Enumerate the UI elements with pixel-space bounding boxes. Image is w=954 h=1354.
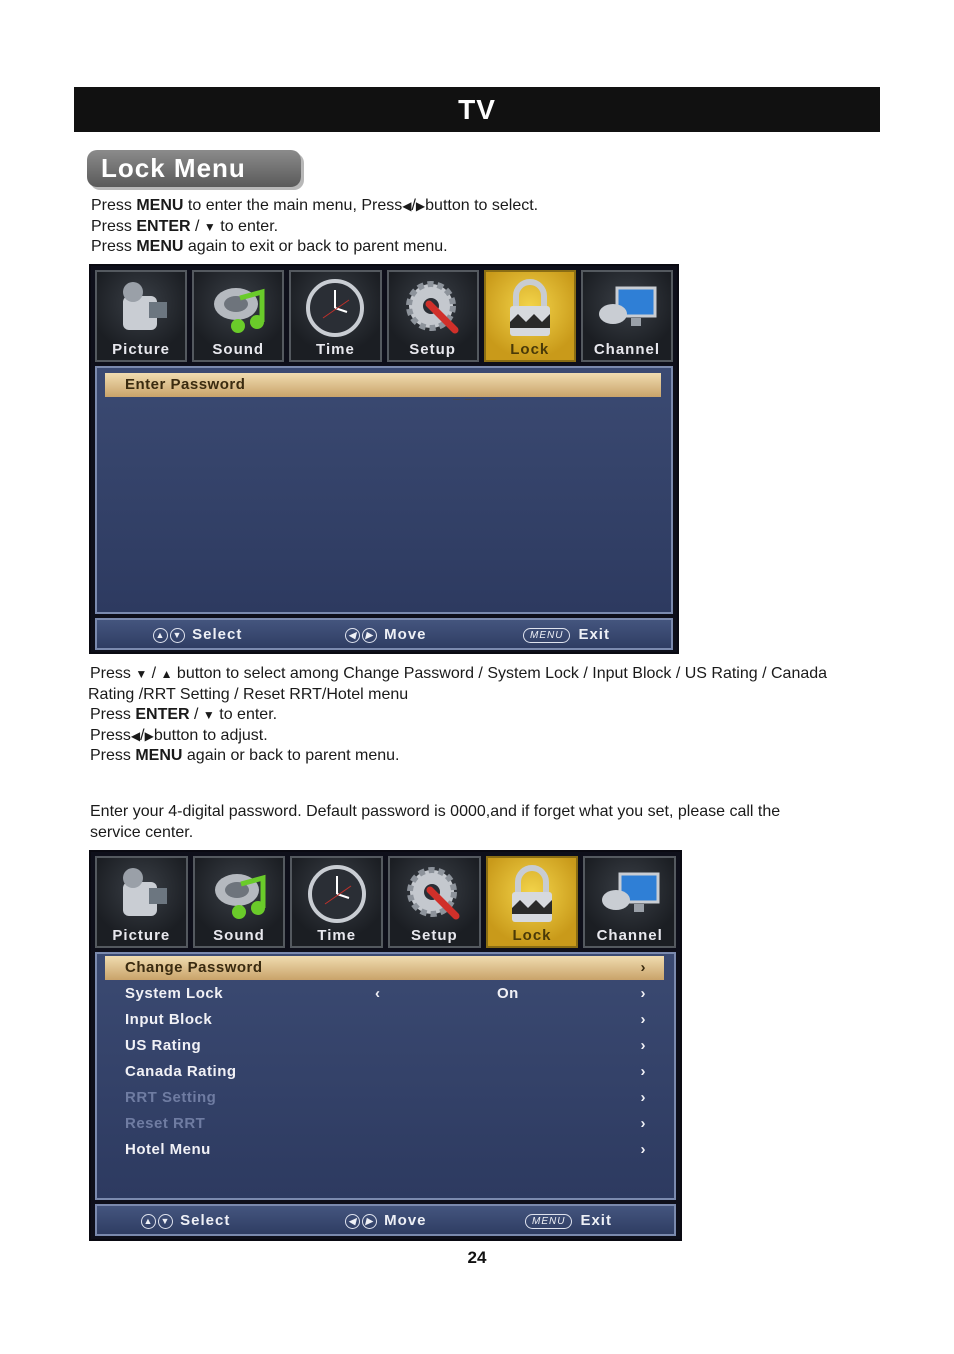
enter-password-row[interactable]: Enter Password _ _ _ _ xyxy=(105,373,661,397)
down-icon: ▼ xyxy=(170,628,185,643)
padlock-icon xyxy=(500,864,564,926)
tv-footer-2: ▲ ▼ Select ◀ ▶ Move MENU Exit xyxy=(95,1204,676,1236)
chevron-right-icon: › xyxy=(640,1011,646,1028)
tile-picture[interactable]: Picture xyxy=(95,270,187,362)
camcorder-icon xyxy=(109,864,173,926)
lock-row-hotel-menu[interactable]: Hotel Menu › xyxy=(105,1138,664,1162)
tile-setup[interactable]: Setup xyxy=(388,856,481,948)
password-panel xyxy=(95,366,673,614)
lock-row-rrt-setting: RRT Setting › xyxy=(105,1086,664,1110)
music-note-icon xyxy=(207,864,271,926)
lock-row-canada-rating[interactable]: Canada Rating › xyxy=(105,1060,664,1084)
lock-options-panel xyxy=(95,952,676,1200)
page-number: 24 xyxy=(467,1248,487,1267)
down-arrow-icon: ▼ xyxy=(202,708,215,722)
page-header: TV xyxy=(74,87,880,132)
down-arrow-icon: ▼ xyxy=(135,667,148,681)
satellite-monitor-icon xyxy=(595,278,659,340)
left-arrow-icon: ◀ xyxy=(402,199,412,213)
padlock-icon xyxy=(498,278,562,340)
tile-lock[interactable]: Lock xyxy=(486,856,579,948)
right-arrow-icon: ▶ xyxy=(144,728,154,743)
right-icon: ▶ xyxy=(362,628,377,643)
down-arrow-icon: ▼ xyxy=(203,219,216,234)
left-icon: ◀ xyxy=(345,1214,360,1229)
satellite-monitor-icon xyxy=(598,864,662,926)
up-icon: ▲ xyxy=(153,628,168,643)
left-arrow-icon: ◀ xyxy=(130,728,141,743)
lock-row-reset-rrt: Reset RRT › xyxy=(105,1112,664,1136)
down-icon: ▼ xyxy=(158,1214,173,1229)
chevron-right-icon: › xyxy=(640,959,646,976)
chevron-right-icon[interactable]: › xyxy=(640,985,646,1002)
menu-key-icon: MENU xyxy=(525,1214,572,1229)
tile-time[interactable]: Time xyxy=(289,270,381,362)
tile-channel[interactable]: Channel xyxy=(581,270,673,362)
lock-row-us-rating[interactable]: US Rating › xyxy=(105,1034,664,1058)
right-icon: ▶ xyxy=(362,1214,377,1229)
tile-picture[interactable]: Picture xyxy=(95,856,188,948)
music-note-icon xyxy=(206,278,270,340)
intro-instructions: Press MENU to enter the main menu, Press◀/▶button to select. Press ENTER / ▼ to enter. Press MENU again to exit or back to parent menu. xyxy=(91,197,539,255)
chevron-right-icon: › xyxy=(640,1141,646,1158)
right-arrow-icon: ▶ xyxy=(415,199,426,213)
navigation-instructions: Press ▼ / ▲ button to select among Change Password / System Lock / Input Block / US Rating / Canada Rating /RRT Setting / Reset RRT/Hotel menu Press ENTER / ▼ to enter. Press◀/▶button to adjust. Press MENU again or back to parent menu. xyxy=(88,665,828,764)
section-title: Lock Menu xyxy=(87,150,301,187)
gear-wrench-icon xyxy=(402,864,466,926)
tv-screen-enter-password xyxy=(89,264,679,654)
lock-row-change-password[interactable]: Change Password › xyxy=(105,956,664,980)
tile-lock[interactable]: Lock xyxy=(484,270,576,362)
tile-sound[interactable]: Sound xyxy=(193,856,286,948)
menu-key-icon: MENU xyxy=(523,628,570,643)
chevron-right-icon: › xyxy=(640,1089,646,1106)
chevron-right-icon: › xyxy=(640,1115,646,1132)
tile-sound[interactable]: Sound xyxy=(192,270,284,362)
chevron-right-icon: › xyxy=(640,1037,646,1054)
system-lock-value: On xyxy=(497,985,519,1002)
tv-screen-lock-menu xyxy=(89,850,682,1241)
clock-icon xyxy=(305,864,369,926)
password-note: Enter your 4-digital password. Default password is 0000,and if forget what you set, please call the service center. xyxy=(90,803,781,841)
gear-wrench-icon xyxy=(401,278,465,340)
password-mask: _ _ _ _ xyxy=(453,387,497,401)
chevron-right-icon: › xyxy=(640,1063,646,1080)
lock-row-system-lock[interactable]: System Lock ‹ On › xyxy=(105,982,664,1006)
chevron-left-icon[interactable]: ‹ xyxy=(375,985,381,1002)
tile-time[interactable]: Time xyxy=(290,856,383,948)
clock-icon xyxy=(303,278,367,340)
lock-row-input-block[interactable]: Input Block › xyxy=(105,1008,664,1032)
left-icon: ◀ xyxy=(345,628,360,643)
menu-icon-row xyxy=(95,856,676,948)
up-icon: ▲ xyxy=(141,1214,156,1229)
camcorder-icon xyxy=(109,278,173,340)
tv-footer-1: ▲ ▼ Select ◀ ▶ Move MENU Exit xyxy=(95,618,673,650)
tile-channel[interactable]: Channel xyxy=(583,856,676,948)
menu-icon-row xyxy=(95,270,673,362)
up-arrow-icon: ▲ xyxy=(160,667,173,681)
tile-setup[interactable]: Setup xyxy=(387,270,479,362)
